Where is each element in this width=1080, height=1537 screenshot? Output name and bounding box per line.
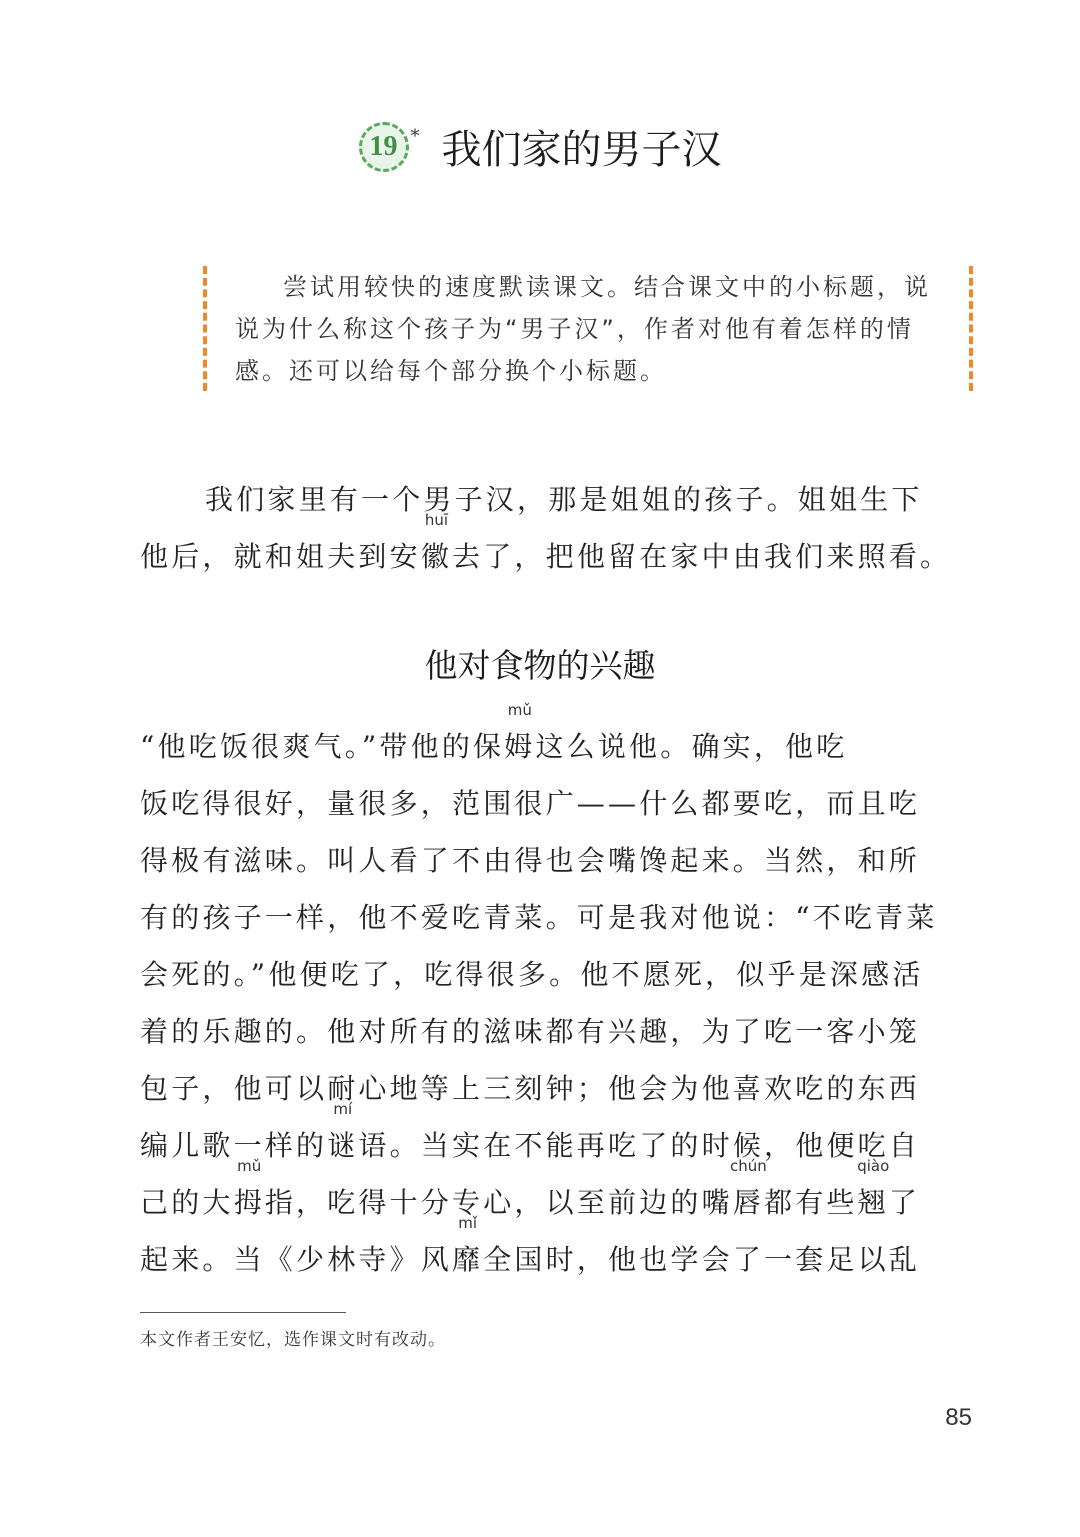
ruby-base: 翘 bbox=[857, 1186, 889, 1219]
body-line-9 bbox=[140, 1157, 921, 1221]
ruby-char bbox=[857, 1157, 890, 1221]
text-span: 起来。当《少林寺》风 bbox=[140, 1243, 453, 1276]
body-line-7: 包子，他可以耐心地等上三刻钟；他会为他喜欢吃的东西 bbox=[140, 1072, 921, 1105]
pinyin-annotation: mǔ bbox=[237, 1157, 262, 1175]
ruby-char bbox=[233, 1157, 265, 1221]
footnote-divider bbox=[140, 1312, 346, 1313]
body-line-10 bbox=[140, 1214, 921, 1278]
ruby-base: 唇 bbox=[732, 1186, 765, 1219]
text-span: 这么说他。确实，他吃 bbox=[535, 730, 848, 763]
ruby-char bbox=[730, 1157, 767, 1221]
intro-line-1: 我们家里有一个男子汉，那是姐姐的孩子。姐姐生下 bbox=[205, 483, 923, 516]
intro-line-2 bbox=[140, 511, 952, 575]
text-span: 己的大 bbox=[140, 1186, 234, 1219]
pinyin-annotation: mí bbox=[333, 1100, 353, 1118]
pinyin-annotation: mǐ bbox=[458, 1214, 477, 1232]
lesson-title-row bbox=[0, 118, 1080, 175]
text-span: 了 bbox=[888, 1186, 921, 1219]
pinyin-annotation: chún bbox=[730, 1157, 767, 1175]
ruby-char bbox=[452, 1214, 484, 1278]
text-span: 都有些 bbox=[764, 1186, 858, 1219]
body-line-3: 得极有滋味。叫人看了不由得也会嘴馋起来。当然，和所 bbox=[140, 844, 921, 877]
ruby-base: 拇 bbox=[233, 1186, 265, 1219]
ruby-base: 徽 bbox=[420, 540, 453, 573]
pinyin-annotation: qiào bbox=[857, 1157, 890, 1175]
lesson-title: 我们家的男子汉 bbox=[441, 127, 722, 173]
body-line-6: 着的乐趣的。他对所有的滋味都有兴趣，为了吃一客小笼 bbox=[140, 1015, 921, 1048]
ruby-char bbox=[420, 511, 453, 575]
ruby-base: 姆 bbox=[504, 730, 536, 763]
text-span: “他吃饭很爽气。”带他的保 bbox=[140, 730, 505, 763]
reading-prompt-text: 尝试用较快的速度默读课文。结合课文中的小标题，说说为什么称这个孩子为“男子汉”，作者对他有着怎样的情感。还可以给每个部分换个小标题。 bbox=[235, 273, 931, 385]
optional-lesson-marker: * bbox=[410, 126, 420, 147]
pinyin-annotation: huī bbox=[424, 511, 448, 529]
body-line-1 bbox=[140, 701, 848, 765]
text-span: 他后，就和姐夫到安 bbox=[140, 540, 421, 573]
ruby-base: 谜 bbox=[327, 1129, 359, 1162]
footnote: 本文作者王安忆，选作课文时有改动。 bbox=[140, 1330, 446, 1350]
text-span: 语。当实在不能再吃了的时候，他便吃自 bbox=[358, 1129, 921, 1162]
ruby-char bbox=[327, 1100, 359, 1164]
text-span: 去了，把他留在家中由我们来照看。 bbox=[452, 540, 952, 573]
page-number: 85 bbox=[945, 1404, 972, 1431]
section-heading: 他对食物的兴趣 bbox=[424, 646, 656, 685]
text-span: 指，吃得十分专心，以至前边的嘴 bbox=[264, 1186, 733, 1219]
text-span: 全国时，他也学会了一套足以乱 bbox=[483, 1243, 921, 1276]
ruby-base: 靡 bbox=[452, 1243, 484, 1276]
body-line-5: 会死的。”他便吃了，吃得很多。他不愿死，似乎是深感活 bbox=[140, 958, 924, 991]
reading-prompt-box bbox=[203, 266, 973, 391]
lesson-number-badge: 19 bbox=[359, 122, 409, 172]
body-line-2: 饭吃得很好，量很多，范围很广——什么都要吃，而且吃 bbox=[140, 787, 921, 820]
body-line-4: 有的孩子一样，他不爱吃青菜。可是我对他说：“不吃青菜 bbox=[140, 901, 938, 934]
ruby-char bbox=[504, 701, 536, 765]
pinyin-annotation: mǔ bbox=[507, 701, 532, 719]
text-span: 编儿歌一样的 bbox=[140, 1129, 328, 1162]
